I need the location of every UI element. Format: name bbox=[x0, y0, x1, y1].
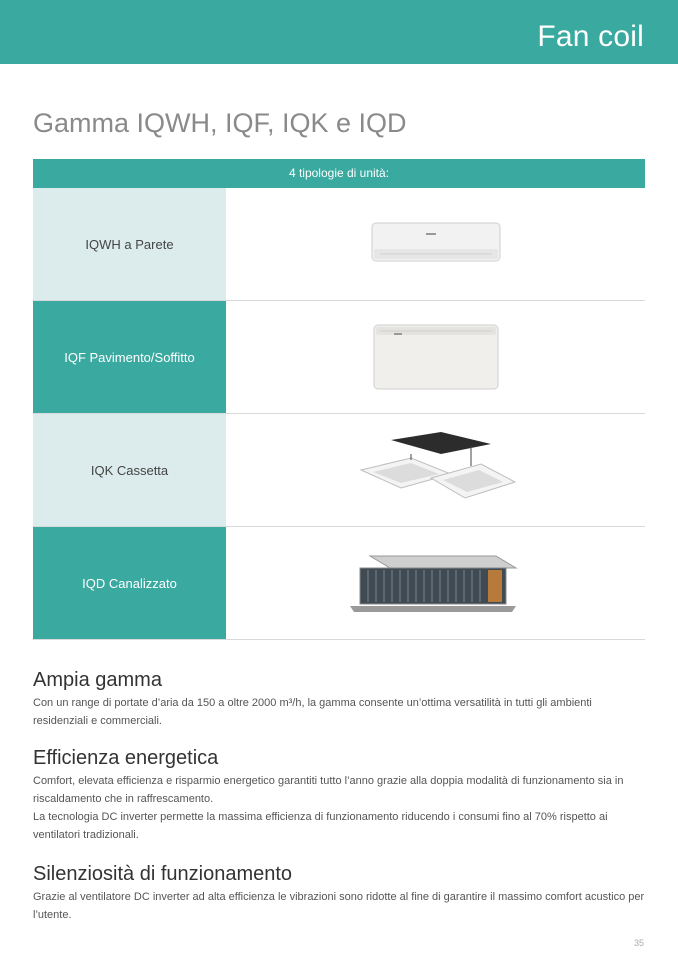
row-label: IQD Canalizzato bbox=[33, 527, 226, 639]
row-label: IQF Pavimento/Soffitto bbox=[33, 301, 226, 413]
unit-types-table bbox=[33, 159, 645, 640]
row-label: IQK Cassetta bbox=[33, 414, 226, 526]
page-number: 35 bbox=[633, 938, 644, 948]
table-row-iqd bbox=[33, 527, 645, 640]
section-paragraph: Grazie al ventilatore DC inverter ad alta efficienza le vibrazioni sono ridotte al fine di garantire il massimo comfort acustico per l’utente. bbox=[33, 891, 645, 921]
header-bar bbox=[0, 0, 678, 64]
row-image-cell bbox=[226, 188, 645, 300]
ducted-unit-icon bbox=[346, 548, 526, 618]
row-image-cell bbox=[226, 527, 645, 639]
table-row-iqf bbox=[33, 301, 645, 414]
section-title: Silenziosità di funzionamento bbox=[33, 863, 293, 885]
cassette-unit-icon bbox=[351, 430, 521, 510]
section-paragraph: Comfort, elevata efficienza e risparmio energetico garantiti tutto l’anno grazie alla doppia modalità di funzionamento sia in riscaldamento che in raffrescamento. bbox=[33, 775, 624, 805]
table-row-iqwh bbox=[33, 188, 645, 301]
wall-unit-icon bbox=[366, 219, 506, 269]
floor-ceiling-unit-icon bbox=[366, 322, 506, 392]
page-title: Gamma IQWH, IQF, IQK e IQD bbox=[33, 108, 407, 138]
section-paragraph: La tecnologia DC inverter permette la massima efficienza di funzionamento riducendo i consumi fino al 70% rispetto ai ventilatori tradizionali. bbox=[33, 811, 608, 841]
header-title: Fan coil bbox=[537, 20, 644, 53]
table-header: 4 tipologie di unità: bbox=[33, 159, 645, 188]
section-title: Ampia gamma bbox=[33, 669, 162, 691]
section-silenziosita bbox=[33, 863, 645, 924]
section-ampia-gamma bbox=[33, 669, 645, 730]
row-image-cell bbox=[226, 414, 645, 526]
table-row-iqk bbox=[33, 414, 645, 527]
section-title: Efficienza energetica bbox=[33, 747, 219, 769]
row-label: IQWH a Parete bbox=[33, 188, 226, 300]
section-paragraph: Con un range di portate d’aria da 150 a oltre 2000 m³/h, la gamma consente un’ottima versatilità in tutti gli ambienti residenziali e commerciali. bbox=[33, 697, 592, 727]
section-efficienza-energetica bbox=[33, 747, 645, 844]
row-image-cell bbox=[226, 301, 645, 413]
